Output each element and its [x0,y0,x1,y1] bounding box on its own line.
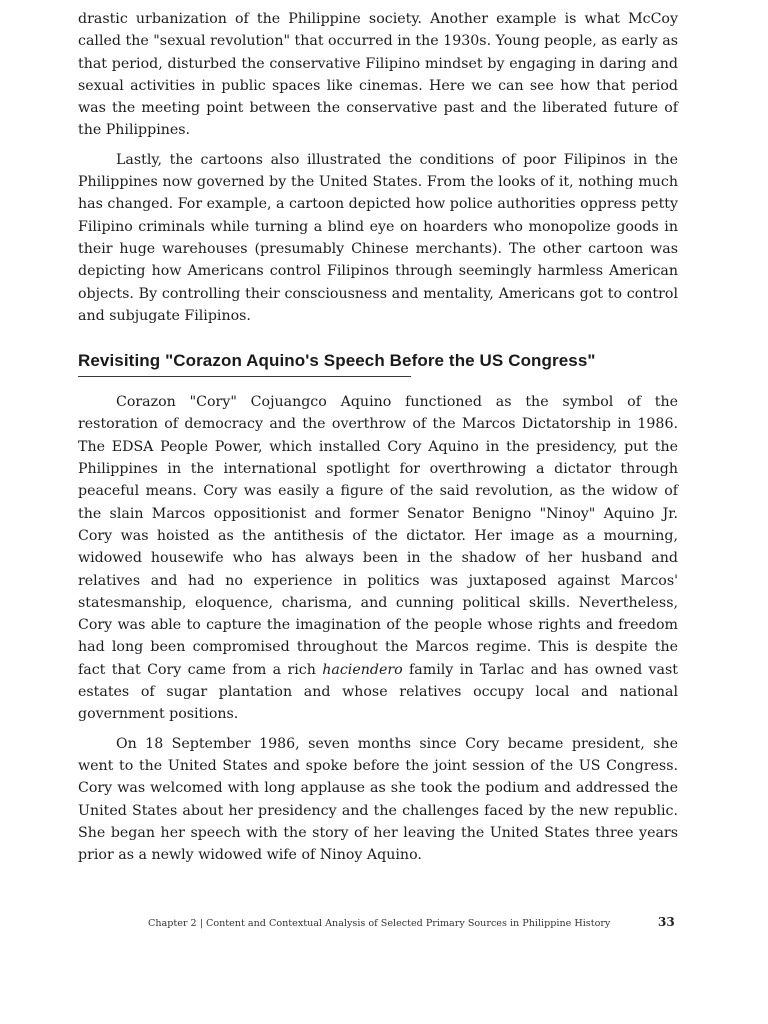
paragraph-cory-aquino-text-1: Corazon "Cory" Cojuangco Aquino functioned as the symbol of the restoration of democracy and the overthrow of the Marcos Dictatorship in 1986. The EDSA People Power, which installed Cory Aquino in the presidency, put the Philippines in the international spotlight for overthrowing a dictator through peaceful means. Cory was easily a figure of the said revolution, as the widow of the slain Marcos oppositionist and former Senator Benigno "Ninoy" Aquino Jr. Cory was hoisted as the antithesis of the dictator. Her image as a mourning, widowed housewife who has always been in the shadow of her husband and relatives and had no experience in politics was juxtaposed against Marcos' statesmanship, eloquence, charisma, and cunning political skills. Nevertheless, Cory was able to capture the imagination of the people whose rights and freedom had long been compromised throughout the Marcos regime. This is despite the fact that Cory came from a rich [78,394,678,678]
section-heading: Revisiting "Corazon Aquino's Speech Before the US Congress" [78,351,596,371]
running-title: Chapter 2 | Content and Contextual Analysis of Selected Primary Sources in Philippine History [148,918,611,929]
paragraph-cartoons: Lastly, the cartoons also illustrated the conditions of poor Filipinos in the Philippines now governed by the United States. From the looks of it, nothing much has changed. For example, a cartoon depicted how police authorities oppress petty Filipino criminals while turning a blind eye on hoarders who monopolize goods in their huge warehouses (presumably Chinese merchants). The other cartoon was depicting how Americans control Filipinos through seemingly harmless American objects. By controlling their consciousness and mentality, Americans got to control and subjugate Filipinos. [78,151,678,324]
page-number: 33 [658,915,675,929]
paragraph-urbanization: drastic urbanization of the Philippine society. Another example is what McCoy called the "sexual revolution" that occurred in the 1930s. Young people, as early as that period, disturbed the conservative Filipino mindset by engaging in daring and sexual activities in public spaces like cinemas. Here we can see how that period was the meeting point between the conservative past and the liberated future of the Philippines. [78,11,678,139]
paragraph-cory-aquino-text-2: family in Tarlac and has owned vast estates of sugar plantation and whose relatives occupy local and national government positions. [78,661,678,723]
page-body [78,8,678,866]
paragraph-cory-aquino [78,391,678,725]
italic-term-haciendero: haciendero [322,661,403,678]
paragraph-us-congress-speech: On 18 September 1986, seven months since Cory became president, she went to the United States and spoke before the joint session of the US Congress. Cory was welcomed with long applause as she took the podium and addressed the United States about her presidency and the challenges faced by the new republic. She began her speech with the story of her leaving the United States three years prior as a newly widowed wife of Ninoy Aquino. [78,735,678,864]
page-footer [148,915,688,929]
heading-underline [78,376,411,377]
